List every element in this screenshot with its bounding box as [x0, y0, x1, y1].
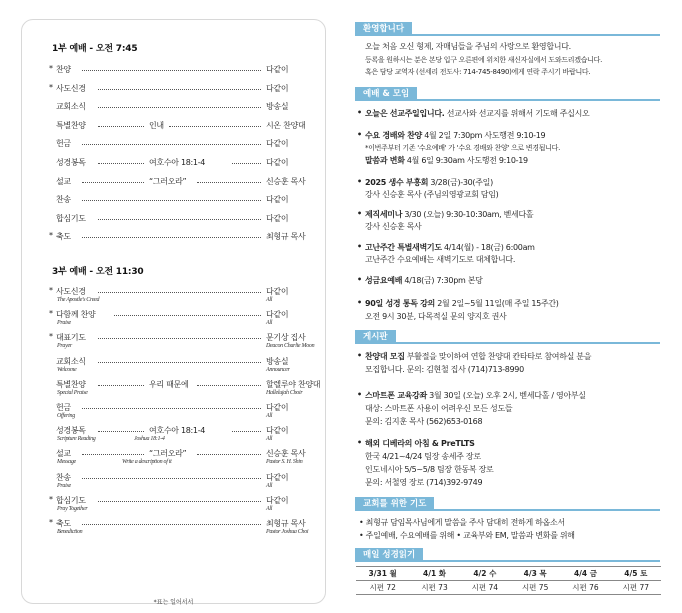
- program-label: 합심기도: [56, 213, 86, 223]
- program-leader: 할렐루야 찬양대: [266, 379, 321, 389]
- worship-item-3-line2: 강사 신승훈 목사 (주님의영광교회 담임): [365, 190, 499, 199]
- program-detail: 인내: [149, 120, 164, 130]
- program-label: 축도: [56, 519, 71, 528]
- program-label: 특별찬양: [56, 379, 86, 389]
- bullet: •: [357, 351, 363, 360]
- program-leader-en: Pastor Joshua Choi: [266, 529, 309, 535]
- program-detail: 여호수아 18:1-4: [149, 426, 206, 436]
- board-item-3-line4: 문의: 서철영 장로 (714)392-9749: [365, 478, 483, 487]
- program-leader: 신승훈 목사: [266, 176, 306, 186]
- prayer-heading: 교회를 위한 기도: [355, 497, 434, 511]
- bullet: •: [357, 275, 363, 284]
- program-label: 헌금: [56, 403, 71, 412]
- program-leader-en: Hallelujah Choir: [266, 389, 303, 396]
- program-leader: 다같이: [266, 495, 289, 505]
- program-detail: “그러오라”: [149, 176, 187, 186]
- program-row: [49, 425, 339, 436]
- program-leader-en: All: [266, 413, 273, 419]
- program-leader: 다같이: [266, 195, 289, 205]
- program-label: 합심기도: [56, 495, 86, 505]
- program-row: [49, 64, 339, 75]
- program-row: [49, 83, 339, 94]
- reading-psalm: 시편 77: [611, 581, 661, 595]
- program-label: 찬양: [56, 65, 71, 74]
- program-detail-en: Write a description of it: [122, 459, 172, 466]
- welcome-line3: 혹은 담당 교역자 (선세리 전도사: 714-745-8490)에게 연락 주시기 바랍니다.: [365, 68, 591, 76]
- board-item-2-line3: 문의: 김지훈 목사 (562)653-0168: [365, 417, 483, 426]
- program-row: [49, 101, 339, 112]
- bullet: •: [357, 242, 363, 251]
- program-detail: “그러오라”: [149, 449, 187, 459]
- program-leader: 다같이: [266, 83, 289, 93]
- program-label: 다함께 찬양: [56, 310, 96, 320]
- reading-header: [355, 548, 660, 562]
- service1-title: 1부 예배 - 오전 7:45: [52, 44, 138, 54]
- worship-heading: 예배 & 모임: [355, 87, 417, 101]
- bullet: •: [357, 108, 363, 117]
- program-leader: 최형규 목사: [266, 232, 306, 242]
- program-label-en: Prayer: [57, 343, 72, 350]
- program-label: 특별찬양: [56, 120, 86, 130]
- program-row: [49, 120, 339, 131]
- bullet: •: [357, 130, 363, 139]
- program-row: [49, 194, 339, 205]
- board-item-2-line2: 대상: 스마트폰 사용이 어려우신 모든 성도들: [365, 404, 513, 413]
- program-leader: 다같이: [266, 158, 289, 167]
- welcome-line1: 오늘 처음 오신 형제, 자매님들을 주님의 사랑으로 환영합니다.: [365, 42, 571, 51]
- stand-marker: *: [49, 494, 53, 504]
- program-row: [49, 472, 339, 483]
- program-leader: 다같이: [266, 310, 289, 320]
- program-detail: 우리 때문에: [149, 379, 189, 389]
- program-leader: 다같이: [266, 139, 289, 149]
- program-leader: 최형규 목사: [266, 519, 306, 528]
- program-leader-en: All: [266, 297, 273, 303]
- program-label-en: Praise: [57, 482, 71, 489]
- program-row: [49, 286, 339, 297]
- program-row: [49, 138, 339, 149]
- board-heading: 게시판: [355, 330, 396, 344]
- program-label: 사도신경: [56, 287, 86, 296]
- worship-item-4-line2: 강사 신승훈 목사: [365, 222, 422, 231]
- worship-item-3: 2025 생수 부흥회 3/28(금)-30(주일): [365, 178, 493, 187]
- bullet: •: [357, 177, 363, 186]
- worship-item-6: 성금요예배 4/18(금) 7:30pm 본당: [365, 276, 483, 285]
- worship-item-7: 90일 성경 통독 강의 2월 2일~5월 11일(매 주일 15주간): [365, 299, 559, 308]
- program-row: [49, 356, 339, 367]
- reading-day: 3/31 월: [356, 567, 409, 581]
- board-item-3: 해외 디베라의 아침 & PreTLTS: [365, 439, 475, 448]
- program-row: [49, 402, 339, 413]
- reading-day: 4/5 토: [611, 567, 661, 581]
- program-leader: 다같이: [266, 213, 289, 223]
- program-leader-en: Announcer: [266, 366, 290, 373]
- service3-title: 3부 예배 - 오전 11:30: [52, 267, 144, 277]
- welcome-line2: 등록을 원하시는 분은 본당 입구 오른편에 위치한 새신자실에서 도와드리겠습니다.: [365, 56, 603, 64]
- worship-item-2-line3: 말씀과 변화 4월 6일 9:30am 사도행전 9:10-19: [365, 156, 528, 165]
- board-item-2: 스마트폰 교육강좌 3월 30일 (오늘) 오후 2시, 벧세다홀 / 영아부실: [365, 391, 586, 400]
- stand-marker: *: [49, 64, 53, 73]
- reading-day: 4/4 금: [560, 567, 610, 581]
- board-item-1-line2: 모집합니다. 문의: 김현철 집사 (714)713-8990: [365, 365, 524, 374]
- program-label: 성경봉독: [56, 158, 86, 167]
- program-label: 사도신경: [56, 83, 86, 93]
- bullet: •: [357, 438, 363, 447]
- prayer-line2: • 주일예배, 수요예배를 위해 • 교육부와 EM, 말씀과 변화를 위해: [359, 531, 575, 540]
- stand-marker: *: [49, 332, 53, 342]
- program-leader: 문기상 집사: [266, 333, 306, 343]
- program-leader: 다같이: [266, 472, 289, 482]
- worship-header: [355, 87, 660, 101]
- program-label-en: Special Praise: [57, 389, 88, 396]
- reading-psalm: 시편 73: [409, 581, 459, 595]
- program-label-en: Scripture Reading: [57, 436, 96, 443]
- program-leader: 다같이: [266, 426, 289, 436]
- worship-item-2: 수요 경배와 찬양 4월 2일 7:30pm 사도행전 9:10-19: [365, 131, 546, 140]
- reading-heading: 매일 성경읽기: [355, 548, 423, 562]
- program-row: [49, 379, 339, 390]
- program-row: [49, 309, 339, 320]
- program-leader-en: All: [266, 436, 273, 443]
- program-label-en: Welcome: [57, 366, 77, 373]
- program-leader: 다같이: [266, 403, 289, 412]
- welcome-heading: 환영합니다: [355, 22, 412, 36]
- program-row: [49, 495, 339, 506]
- worship-item-5-line2: 고난주간 수요예배는 새벽기도로 대체합니다.: [365, 255, 516, 264]
- program-label: 찬송: [56, 472, 71, 482]
- program-row: [49, 176, 339, 187]
- bullet: •: [357, 390, 363, 399]
- stand-marker: *: [49, 82, 53, 92]
- worship-item-2-note: *이번주부터 기존 '수요예배' 가 '수요 경배와 찬양' 으로 변경됩니다.: [365, 144, 561, 152]
- standing-note: *표는 일어서서: [153, 599, 194, 606]
- program-leader-en: Deacon Charlie Moon: [266, 343, 315, 350]
- program-row: [49, 157, 339, 168]
- program-row: [49, 332, 339, 343]
- program-row: [49, 448, 339, 459]
- reading-day: 4/2 수: [460, 567, 510, 581]
- program-detail: 여호수아 18:1-4: [149, 158, 206, 167]
- stand-marker: *: [49, 309, 53, 319]
- program-label: 교회소식: [56, 356, 86, 366]
- program-label: 교회소식: [56, 102, 86, 112]
- stand-marker: *: [49, 518, 53, 527]
- program-label: 설교: [56, 176, 71, 186]
- stand-marker: *: [49, 286, 53, 295]
- program-leader: 시온 찬양대: [266, 120, 306, 130]
- stand-marker: *: [49, 231, 53, 241]
- program-label: 찬송: [56, 195, 71, 205]
- program-leader-en: All: [266, 320, 273, 327]
- board-item-3-line3: 인도네시아 5/5~5/8 팀장 한동복 장로: [365, 465, 494, 474]
- reading-psalm: 시편 76: [560, 581, 610, 595]
- reading-day: 4/3 목: [510, 567, 560, 581]
- reading-psalm: 시편 74: [460, 581, 510, 595]
- worship-item-1: 오늘은 선교주일입니다. 선교사와 선교지를 위해서 기도해 주십시오: [365, 109, 590, 118]
- worship-item-4: 제직세미나 3/30 (오늘) 9:30-10:30am, 벧세다홀: [365, 210, 534, 219]
- program-label-en: Praise: [57, 320, 71, 327]
- prayer-line1: • 최형규 담임목사님에게 말씀을 주사 담대히 전하게 하옵소서: [359, 518, 565, 527]
- program-leader: 신승훈 목사: [266, 449, 306, 459]
- program-label: 헌금: [56, 139, 71, 149]
- bullet: •: [357, 298, 363, 307]
- program-leader-en: All: [266, 505, 273, 512]
- welcome-header: [355, 22, 660, 36]
- program-label-en: Pray Together: [57, 505, 88, 512]
- worship-item-7-line2: 오전 9시 30분, 다목적실 문의 양지호 권사: [365, 312, 507, 321]
- program-leader: 다같이: [266, 65, 289, 74]
- program-label: 대표기도: [56, 333, 86, 343]
- program-label: 설교: [56, 449, 71, 459]
- program-label-en: Benediction: [57, 529, 83, 535]
- program-leader: 방송실: [266, 102, 289, 112]
- program-leader-en: All: [266, 482, 273, 489]
- worship-item-5: 고난주간 특별새벽기도 4/14(월) - 18(금) 6:00am: [365, 243, 535, 252]
- reading-table: [356, 566, 661, 595]
- reading-psalm: 시편 72: [356, 581, 409, 595]
- board-header: [355, 330, 660, 344]
- program-label: 성경봉독: [56, 426, 86, 436]
- reading-day: 4/1 화: [409, 567, 459, 581]
- program-row: [49, 518, 339, 529]
- prayer-header: [355, 497, 660, 511]
- worship-order-card: [21, 19, 326, 604]
- reading-psalm: 시편 75: [510, 581, 560, 595]
- program-row: [49, 231, 339, 242]
- board-item-3-line2: 한국 4/21~4/24 팀장 송세주 장로: [365, 452, 481, 461]
- program-leader: 다같이: [266, 287, 289, 296]
- program-detail-en: Joshua 18:1-4: [134, 436, 165, 443]
- board-item-1: 찬양대 모집 부활절을 맞이하여 연합 찬양대 칸타타로 참여하실 분을: [365, 352, 592, 361]
- program-label-en: Message: [57, 459, 76, 466]
- program-leader: 방송실: [266, 356, 289, 366]
- program-label-en: The Apostle's Creed: [57, 297, 100, 303]
- program-label-en: Offering: [57, 413, 75, 419]
- bullet: •: [357, 209, 363, 218]
- program-row: [49, 213, 339, 224]
- program-leader-en: Pastor S. H. Shin: [266, 459, 303, 466]
- program-label: 축도: [56, 232, 71, 242]
